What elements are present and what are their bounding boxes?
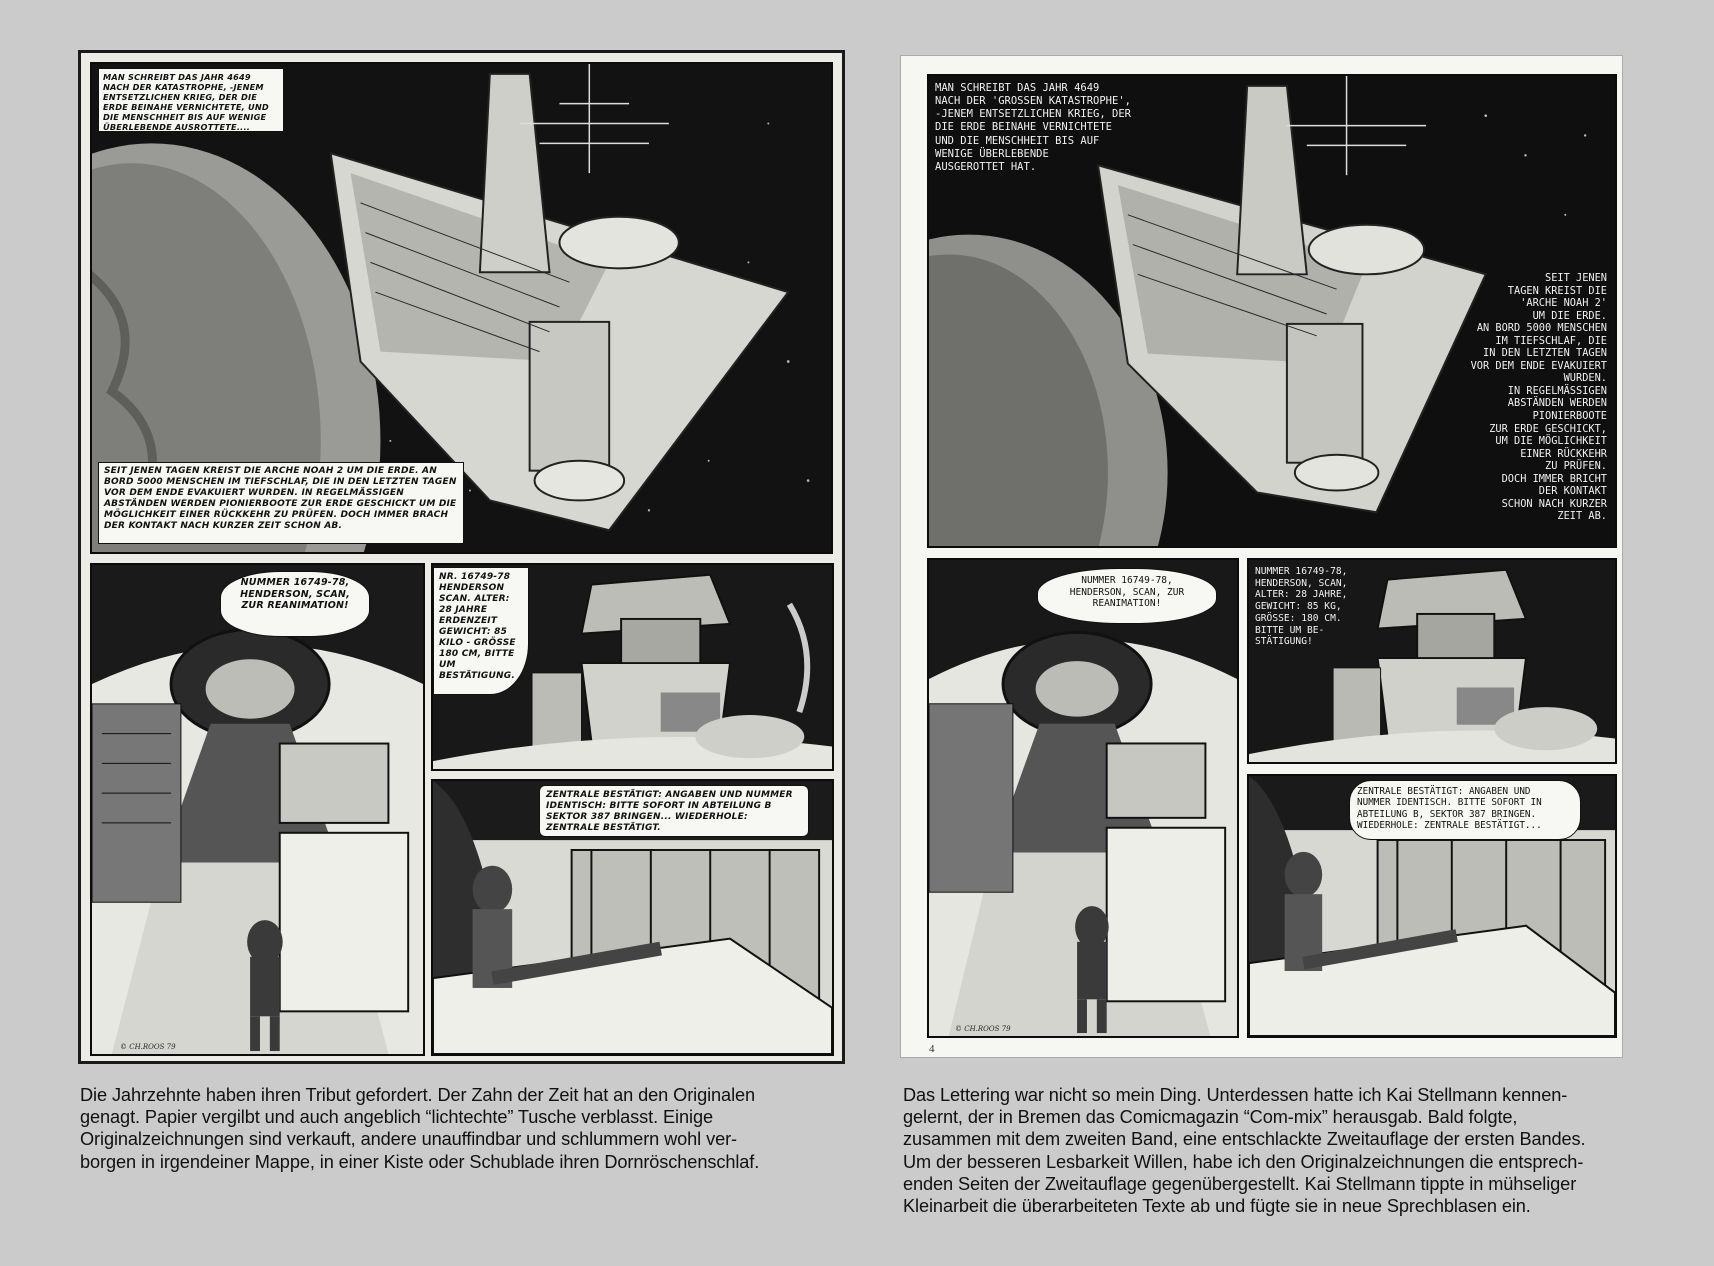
corridor-panel-print [927,558,1239,1038]
speech-balloon-2-print: NUMMER 16749-78, HENDERSON, SCAN, ALTER: 28 JAHRE, GEWICHT: 85 KG, GRÖSSE: 180 CM. BITTE UM BE- STÄTIGUNG! [1255,566,1348,648]
artist-signature-print: © CH.ROOS 79 [955,1025,1011,1033]
corridor-panel [90,563,425,1056]
caption-top: MAN SCHREIBT DAS JAHR 4649 NACH DER KATASTROPHE, -JENEM ENTSETZLICHEN KRIEG, DER DIE ERDE BEINAHE VERNICHTETE, UND DIE MENSCHHEIT BIS AUF WENIGE ÜBERLEBENDE AUSROTTETE.... [98,68,284,132]
corridor-illustration-print [929,560,1237,1036]
transport-panel [431,779,834,1056]
original-comic-page [78,50,845,1064]
caption-top-print: MAN SCHREIBT DAS JAHR 4649 NACH DER 'GROSSEN KATASTROPHE', -JENEM ENTSETZLICHEN KRIEG, DER DIE ERDE BEINAHE VERNICHTETE UND DIE MENSCHHEIT BIS AUF WENIGE ÜBERLEBENDE AUSGEROTTET HAT. [935,82,1131,173]
speech-balloon-1-print: NUMMER 16749-78, HENDERSON, SCAN, ZUR REANIMATION! [1037,568,1217,624]
speech-balloon-1: NUMMER 16749-78, HENDERSON, SCAN, ZUR REANIMATION! [220,571,370,637]
robot-panel-print [1247,558,1617,764]
page-number: 4 [929,1043,935,1055]
description-right: Das Lettering war nicht so mein Ding. Unterdessen hatte ich Kai Stellmann kennen- gelernt, der in Bremen das Comicmagazin “Com-mix” herausgab. Bald folgte, zusammen mit dem zweiten Band, eine entschlackte Zweitauflage der ersten Bandes. Um der besseren Lesbarkeit Willen, habe ich den Originalzeichnungen die entsprech- enden Seiten der Zweitauflage gegenübergestellt. Kai Stellmann tippte in mühseliger Kleinarbeit die überarbeiteten Texte ab und fügte sie in neue Sprechblasen ein. [903,1085,1586,1217]
description-left: Die Jahrzehnte haben ihren Tribut gefordert. Der Zahn der Zeit hat an den Originalen genagt. Papier vergilbt und auch angeblich “lichtechte” Tusche verblasst. Einige Originalzeichnungen sind verkauft, andere unauffindbar und schlummern wohl ver- borgen in irgendeiner Mappe, in einer Kiste oder Schublade ihren Dornröschenschlaf. [80,1085,760,1172]
caption-right-print: SEIT JENEN TAGEN KREIST DIE 'ARCHE NOAH 2' UM DIE ERDE. AN BORD 5000 MENSCHEN IM TIEFSCHLAF, DIE IN DEN LETZTEN TAGEN VOR DEM ENDE EVAKUIERT WURDEN. IN REGELMÄSSIGEN ABSTÄNDEN WERDEN PIONIERBOOTE ZUR ERDE GESCHICKT, UM DIE MÖGLICHKEIT EINER RÜCKKEHR ZU PRÜFEN. DOCH IMMER BRICHT DER KONTAKT SCHON NACH KURZER ZEIT AB. [1470,272,1607,523]
artist-signature: © CH.ROOS 79 [120,1043,176,1051]
speech-balloon-3-print: ZENTRALE BESTÄTIGT: ANGABEN UND NUMMER IDENTISCH. BITTE SOFORT IN ABTEILUNG B, SEKTOR 387 BRINGEN. WIEDERHOLE: ZENTRALE BESTÄTIGT... [1349,780,1581,840]
robot-panel [431,563,834,771]
space-panel [90,62,833,554]
caption-bottom: SEIT JENEN TAGEN KREIST DIE ARCHE NOAH 2 UM DIE ERDE. AN BORD 5000 MENSCHEN IM TIEFSCHLAF, DIE IN DEN LETZTEN TAGEN VOR DEM ENDE EVAKUIERT WURDEN. IN REGELMÄSSIGEN ABSTÄNDEN WERDEN PIONIERBOOTE ZUR ERDE GESCHICKT UM DIE MÖGLICHKEIT EINER RÜCKKEHR ZU PRÜFEN. DOCH IMMER BRACH DER KONTAKT NACH KURZER ZEIT SCHON AB. [98,462,464,544]
space-panel-print [927,74,1617,548]
transport-panel-print [1247,774,1617,1038]
speech-balloon-3: ZENTRALE BESTÄTIGT: ANGABEN UND NUMMER IDENTISCH: BITTE SOFORT IN ABTEILUNG B SEKTOR 387 BRINGEN... WIEDERHOLE: ZENTRALE BESTÄTIGT. [539,785,809,837]
speech-balloon-2: NR. 16749-78 HENDERSON SCAN. ALTER: 28 JAHRE ERDENZEIT GEWICHT: 85 KILO - GRÖSSE 180 CM, BITTE UM BESTÄTIGUNG. [433,567,529,695]
corridor-illustration [92,565,423,1054]
second-edition-page [900,55,1623,1058]
